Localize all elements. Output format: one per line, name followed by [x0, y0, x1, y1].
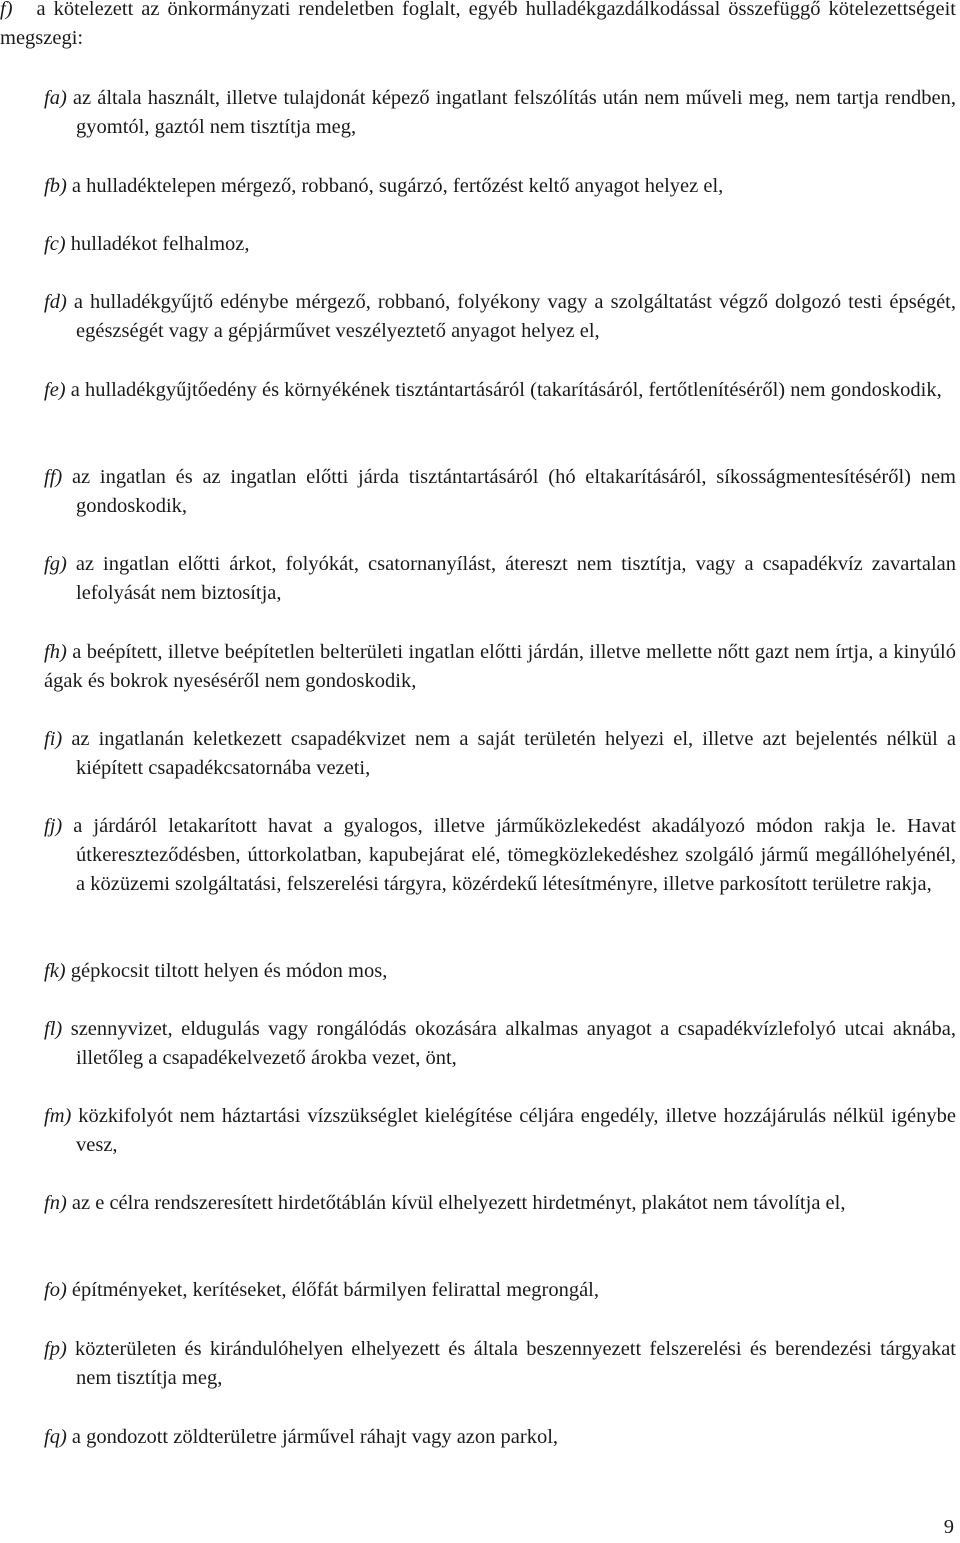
item-marker: fn): [44, 1192, 67, 1214]
list-item-fp: [44, 1335, 956, 1393]
item-marker: fj): [44, 815, 63, 837]
item-text: az általa használt, illetve tulajdonát képező ingatlant felszólítás után nem műveli meg, nem tartja rendben, gyomtól, gaztól nem tisztítja meg,: [72, 87, 957, 138]
item-text: a hulladéktelepen mérgező, robbanó, sugárzó, fertőzést keltő anyagot helyez el,: [71, 175, 724, 197]
item-text: az ingatlan előtti árkot, folyókát, csatornanyílást, átereszt nem tisztítja, vagy a csapadékvíz zavartalan lefolyását nem biztosítja,: [75, 553, 956, 604]
list-item-fg: [44, 550, 956, 608]
item-marker: fa): [44, 87, 67, 109]
item-text: hulladékot felhalmoz,: [70, 233, 250, 255]
item-text: közkifolyót nem háztartási vízszükséglet kielégítése céljára engedély, illetve hozzájárulás nélkül igénybe vesz,: [76, 1105, 957, 1156]
item-marker: fb): [44, 175, 67, 197]
item-text: építményeket, kerítéseket, élőfát bármilyen felirattal megrongál,: [71, 1279, 599, 1301]
list-item-fa: [44, 84, 956, 142]
item-marker: fh): [44, 641, 67, 663]
item-marker: fg): [44, 553, 67, 575]
list-item-fq: [44, 1423, 956, 1452]
list-item-fo: [44, 1276, 956, 1305]
intro-paragraph: [0, 0, 956, 53]
list-item-fk: [44, 957, 956, 986]
item-marker: ff): [44, 466, 63, 488]
item-marker: fm): [44, 1105, 72, 1127]
list-item-fj: [44, 812, 956, 899]
list-item-fm: [44, 1102, 956, 1160]
item-text: a járdáról letakarított havat a gyalogos, illetve járműközlekedést akadályozó módon rakja le. Havat útkereszteződésben, úttorkolatban, kapubejárat elé, tömegközlekedéshez szolgáló jármű megállóhelyénél, a közüzemi szolgáltatási, felszerelési tárgyra, közérdekű létesítményre, illetve parkosított területre rakja,: [73, 815, 956, 895]
item-marker: fl): [44, 1018, 63, 1040]
item-marker: fi): [44, 728, 63, 750]
item-marker: fc): [44, 233, 66, 255]
item-marker: fk): [44, 960, 66, 982]
item-text: gépkocsit tiltott helyen és módon mos,: [70, 960, 388, 982]
list-item-fi: [44, 725, 956, 783]
list-item-fh: [44, 638, 956, 696]
item-text: közterületen és kirándulóhelyen elhelyezett és általa beszennyezett felszerelési és berendezési tárgyakat nem tisztítja meg,: [75, 1338, 957, 1389]
item-text: a hulladékgyűjtő edénybe mérgező, robbanó, folyékony vagy a szolgáltatást végző dolgozó testi épségét, egészségét vagy a gépjárművet veszélyeztető anyagot helyez el,: [73, 291, 957, 342]
page-number: 9: [943, 1516, 954, 1538]
item-text: a gondozott zöldterületre járművel ráhajt vagy azon parkol,: [71, 1426, 559, 1448]
item-marker: fd): [44, 291, 67, 313]
item-marker: fe): [44, 379, 66, 401]
item-text: a beépített, illetve beépítetlen belterületi ingatlan előtti járdán, illetve mellette nőtt gazt nem írtja, a kinyúló ágak és bokrok nyeséséről nem gondoskodik,: [44, 641, 956, 692]
item-text: szennyvizet, eldugulás vagy rongálódás okozására alkalmas anyagot a csapadékvízlefolyó utcai aknába, illetőleg a csapadékelvezető árokba vezet, önt,: [70, 1018, 956, 1069]
list-item-fd: [44, 288, 956, 346]
intro-marker: f): [0, 0, 13, 20]
list-item-fe: [44, 376, 956, 405]
item-text: a hulladékgyűjtőedény és környékének tisztántartásáról (takarításáról, fertőtlenítéséről) nem gondoskodik,: [70, 379, 942, 401]
list-item-fl: [44, 1015, 956, 1073]
item-text: az ingatlanán keletkezett csapadékvizet nem a saját területén helyezi el, illetve azt bejelentés nélkül a kiépített csapadékcsatornába vezeti,: [71, 728, 956, 779]
item-text: az ingatlan és az ingatlan előtti járda tisztántartásáról (hó eltakarításáról, síkosságmentesítéséről) nem gondoskodik,: [71, 466, 956, 517]
list-item-fb: [44, 172, 956, 201]
item-text: az e célra rendszeresített hirdetőtáblán kívül elhelyezett hirdetményt, plakátot nem távolítja el,: [71, 1192, 846, 1214]
item-marker: fq): [44, 1426, 67, 1448]
item-marker: fp): [44, 1338, 67, 1360]
list-item-fc: [44, 230, 956, 259]
item-marker: fo): [44, 1279, 67, 1301]
list-item-ff: [44, 463, 956, 521]
list-item-fn: [44, 1189, 956, 1218]
intro-text: a kötelezett az önkormányzati rendeletben foglalt, egyéb hulladékgazdálkodással összefüggő kötelezettségeit megszegi:: [0, 0, 956, 49]
